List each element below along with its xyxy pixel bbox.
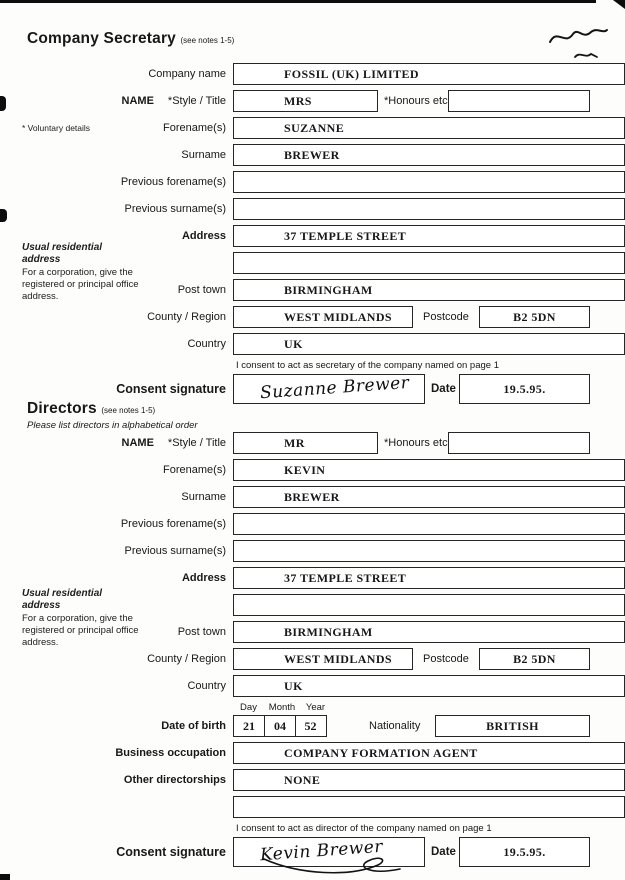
- field-row-county-postcode: [0, 648, 625, 670]
- consent-signature-label: Consent signature: [116, 382, 226, 396]
- business-occupation-label: Business occupation: [115, 747, 226, 759]
- address-line2-field: [233, 252, 625, 274]
- residential-address-note: [22, 242, 142, 302]
- day-header: Day: [240, 702, 257, 713]
- field-row-business-occupation: [0, 742, 625, 764]
- nationality-field: [435, 715, 590, 737]
- post-town-label: Post town: [177, 284, 226, 296]
- forenames-label: Forename(s): [163, 464, 226, 476]
- section-title-directors: [27, 400, 625, 420]
- forenames-field: [233, 459, 625, 481]
- style-title-value: MRS: [284, 93, 312, 108]
- surname-value: BREWER: [284, 489, 340, 504]
- surname-label: Surname: [181, 491, 226, 503]
- name-style-label: [0, 90, 233, 112]
- residential-note-title: Usual residential address: [22, 242, 103, 266]
- dob-month-value: 04: [264, 716, 296, 736]
- county-label: County / Region: [147, 653, 226, 665]
- surname-value: BREWER: [284, 147, 340, 162]
- section-title-company-secretary: [27, 30, 625, 50]
- field-row-company-name: [0, 63, 625, 85]
- address-line2-field: [233, 594, 625, 616]
- county-value: WEST MIDLANDS: [284, 651, 393, 666]
- post-town-value: BIRMINGHAM: [284, 282, 373, 297]
- name-style-label: [0, 432, 233, 454]
- country-value: UK: [284, 678, 303, 693]
- style-title-field: [233, 432, 378, 454]
- honours-label: *Honours etc: [384, 95, 448, 107]
- nationality-label: Nationality: [369, 720, 421, 732]
- residential-note-title: Usual residential address: [22, 588, 103, 612]
- field-row-surname: [0, 486, 625, 508]
- post-town-field: [233, 279, 625, 301]
- country-value: UK: [284, 336, 303, 351]
- postcode-field: [479, 648, 590, 670]
- scan-artifact-top-edge: [0, 0, 596, 3]
- previous-forenames-label: Previous forename(s): [120, 176, 226, 188]
- forenames-value: SUZANNE: [284, 120, 345, 135]
- address-line1-value: 37 TEMPLE STREET: [284, 570, 407, 585]
- field-row-previous-surnames: [0, 540, 625, 562]
- dob-column-headers: [233, 702, 625, 713]
- director-signature: Kevin Brewer: [259, 836, 384, 866]
- honours-field: [448, 432, 590, 454]
- other-directorships-value: NONE: [284, 772, 321, 787]
- date-of-birth-field: [233, 715, 327, 737]
- date-value: 19.5.95.: [503, 381, 546, 396]
- address-line1-value: 37 TEMPLE STREET: [284, 228, 407, 243]
- name-label: NAME: [121, 437, 154, 449]
- other-directorships-line2-label: [0, 796, 233, 818]
- directors-section: [0, 400, 625, 867]
- post-town-label: Post town: [177, 626, 226, 638]
- forenames-label: Forename(s): [163, 122, 226, 134]
- previous-surnames-field: [233, 540, 625, 562]
- style-title-field: [233, 90, 378, 112]
- signature-flourish: [260, 853, 410, 879]
- residential-note-body: For a corporation, give the registered or principal office address.: [22, 267, 139, 302]
- honours-field: [448, 90, 590, 112]
- field-row-dob-nationality: [0, 715, 625, 737]
- section-title-note: (see notes 1-5): [101, 406, 156, 415]
- postcode-label: Postcode: [423, 653, 469, 665]
- secretary-signature: Suzanne Brewer: [259, 372, 410, 404]
- section-title-text: Directors: [27, 400, 97, 417]
- forenames-field: [233, 117, 625, 139]
- field-row-other-directorships: [0, 769, 625, 791]
- directors-subtitle: Please list directors in alphabetical order: [27, 420, 198, 431]
- business-occupation-field: [233, 742, 625, 764]
- consent-signature-field: [233, 837, 425, 867]
- date-label: Date: [431, 846, 456, 858]
- company-name-label: Company name: [148, 68, 226, 80]
- previous-forenames-field: [233, 513, 625, 535]
- post-town-value: BIRMINGHAM: [284, 624, 373, 639]
- field-row-surname: [0, 144, 625, 166]
- address-line1-field: [233, 567, 625, 589]
- scan-artifact-corner: [613, 0, 625, 9]
- previous-surnames-label: Previous surname(s): [124, 203, 226, 215]
- field-row-previous-surnames: [0, 198, 625, 220]
- section-title-note: (see notes 1-5): [180, 36, 235, 45]
- field-row-country: [0, 333, 625, 355]
- county-label: County / Region: [147, 311, 226, 323]
- forenames-value: KEVIN: [284, 462, 326, 477]
- postcode-value: B2 5DN: [513, 309, 556, 324]
- field-row-previous-forenames: [0, 513, 625, 535]
- previous-forenames-field: [233, 171, 625, 193]
- month-header: Month: [268, 702, 296, 713]
- previous-surnames-label: Previous surname(s): [124, 545, 226, 557]
- field-row-country: [0, 675, 625, 697]
- field-row-address: [0, 567, 625, 589]
- postcode-field: [479, 306, 590, 328]
- address-line1-field: [233, 225, 625, 247]
- field-row-previous-forenames: [0, 171, 625, 193]
- section-title-text: Company Secretary: [27, 30, 176, 47]
- company-name-value: FOSSIL (UK) LIMITED: [284, 66, 419, 81]
- surname-field: [233, 486, 625, 508]
- previous-forenames-label: Previous forename(s): [120, 518, 226, 530]
- field-row-county-postcode: [0, 306, 625, 328]
- consent-statement-secretary: I consent to act as secretary of the company named on page 1: [236, 360, 499, 371]
- style-title-label: *Style / Title: [167, 437, 226, 449]
- scan-artifact-bottom-blob: [0, 874, 10, 880]
- country-field: [233, 333, 625, 355]
- name-label: NAME: [121, 95, 154, 107]
- voluntary-details-note: * Voluntary details: [22, 123, 91, 133]
- country-label: Country: [187, 680, 226, 692]
- field-row-consent-signature: [0, 837, 625, 867]
- country-label: Country: [187, 338, 226, 350]
- field-row-name-style: [0, 90, 625, 112]
- consent-statement-director: I consent to act as director of the company named on page 1: [236, 823, 492, 834]
- dob-day-value: 21: [243, 718, 255, 733]
- honours-label: *Honours etc: [384, 437, 448, 449]
- spacer: [327, 715, 369, 737]
- surname-field: [233, 144, 625, 166]
- field-row-forenames: [0, 459, 625, 481]
- style-title-value: MR: [284, 435, 305, 450]
- company-name-field: [233, 63, 625, 85]
- business-occupation-value: COMPANY FORMATION AGENT: [284, 745, 478, 760]
- other-directorships-field: [233, 769, 625, 791]
- style-title-label: *Style / Title: [167, 95, 226, 107]
- date-label: Date: [431, 383, 456, 395]
- address-label: Address: [181, 572, 226, 584]
- residential-address-note: [22, 588, 142, 648]
- date-field: [459, 837, 590, 867]
- field-row-name-style: [0, 432, 625, 454]
- date-value: 19.5.95.: [503, 844, 546, 859]
- other-directorships-label: Other directorships: [123, 774, 226, 786]
- post-town-field: [233, 621, 625, 643]
- previous-surnames-field: [233, 198, 625, 220]
- county-value: WEST MIDLANDS: [284, 309, 393, 324]
- other-directorships-line2-field: [233, 796, 625, 818]
- residential-note-body: For a corporation, give the registered or principal office address.: [22, 613, 139, 648]
- address-label: Address: [181, 230, 226, 242]
- postcode-label: Postcode: [423, 311, 469, 323]
- date-of-birth-label: Date of birth: [161, 720, 226, 732]
- postcode-value: B2 5DN: [513, 651, 556, 666]
- surname-label: Surname: [181, 149, 226, 161]
- country-field: [233, 675, 625, 697]
- county-field: [233, 648, 413, 670]
- company-secretary-section: [0, 30, 625, 404]
- nationality-value: BRITISH: [486, 718, 539, 733]
- consent-signature-label: Consent signature: [116, 845, 226, 859]
- field-row-other-directorships-line2: [0, 796, 625, 818]
- dob-year-value: 52: [304, 718, 317, 733]
- county-field: [233, 306, 413, 328]
- year-header: Year: [305, 702, 326, 713]
